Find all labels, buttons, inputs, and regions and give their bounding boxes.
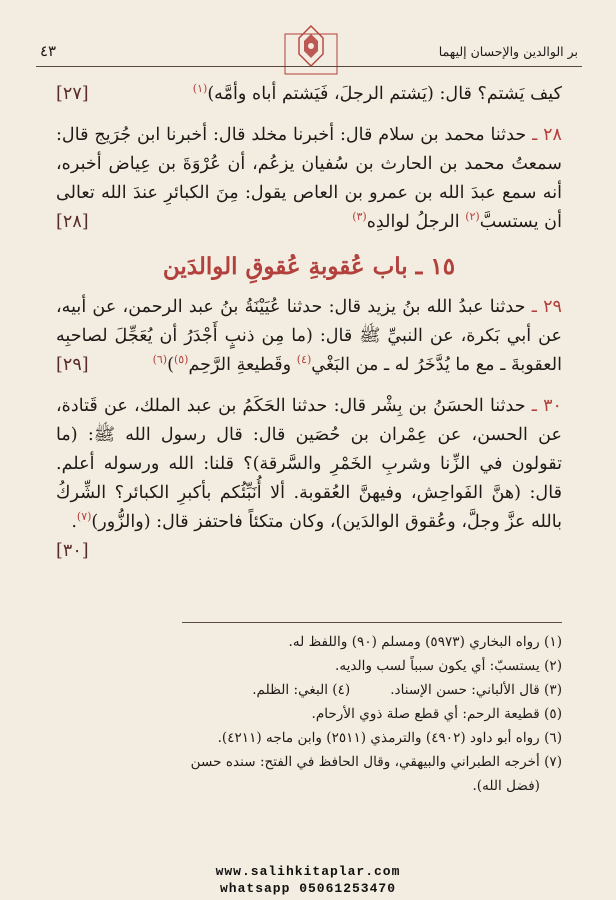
hadith-28 bbox=[56, 121, 562, 237]
footnote-marker: (٤) bbox=[296, 353, 312, 367]
footnote-1: (١) رواه البخاري (٥٩٧٣) ومسلم (٩٠) واللفظ له. bbox=[288, 634, 562, 650]
footnote-7-continued: (فضل الله). bbox=[472, 778, 540, 794]
header-rule bbox=[36, 66, 582, 67]
footnote-marker: (٣) bbox=[352, 210, 367, 224]
footnote-7: (٧) أخرجه الطبراني والبيهقي، وقال الحافظ في الفتح: سنده حسن bbox=[190, 754, 562, 770]
hadith-ref: [٢٩] bbox=[56, 355, 89, 375]
page-number: ٤٣ bbox=[40, 42, 57, 60]
chapter-heading: ١٥ ـ باب عُقوبةِ عُقوقِ الوالدَين bbox=[162, 253, 456, 280]
hadith-text-end: وقَطيعةِ الرَّحِم bbox=[188, 355, 292, 375]
main-text bbox=[56, 80, 562, 566]
hadith-number: ٢٨ ـ bbox=[532, 125, 563, 145]
footnote-marker: (٢) bbox=[465, 210, 480, 224]
footnote-rule bbox=[182, 622, 562, 623]
footnote-marker: (٥) bbox=[173, 353, 189, 367]
footnote-marker: (٦) bbox=[152, 353, 168, 367]
footnote-4: (٤) البغي: الظلم. bbox=[252, 682, 351, 698]
footnote-marker: (١) bbox=[192, 82, 208, 96]
hadith-ref: [٢٧] bbox=[56, 84, 89, 104]
watermark-whatsapp: whatsapp 05061253470 bbox=[219, 881, 397, 896]
watermark-site: www.salihkitaplar.com bbox=[215, 864, 401, 879]
hadith-number: ٢٩ ـ bbox=[531, 297, 563, 317]
ornament-icon bbox=[283, 24, 339, 76]
hadith-text-end: الرجلُ لوالدِه bbox=[366, 212, 460, 232]
page-header bbox=[0, 0, 616, 70]
hadith-text: حدثنا عبدُ الله بنُ يزيد قال: حدثنا عُيَيْنَةُ بنُ عبد الرحمن، عن أبيه، عن أبي بَكرة، عن النبيِّ ﷺ قال: (ما مِن ذنبٍ أَجْدَرُ أن يُعَجِّلَ لصاحبِه العقوبةَ ـ مع ما يُدَّخَرُ له ـ من البَغْي bbox=[56, 297, 562, 375]
footnote-5: (٥) قطيعة الرحم: أي قطع صلة ذوي الأرحام. bbox=[311, 706, 562, 722]
hadith-ref: [٣٠] bbox=[56, 541, 89, 561]
hadith-text: حدثنا الحسَنُ بن بِشْر قال: حدثنا الحَكَمُ بن عبد الملك، عن قَتادة، عن الحسن، عن عِمْران بن حُصَين قال: قال رسول الله ﷺ: (ما تقولون في الزِّنا وشربِ الخَمْرِ والسَّرقة)؟ قلنا: الله ورسوله أعلم. قال: (هنَّ الفَواحِش، وفيهنَّ العُقوبة. ألا أُنَبِّئُكم بأكبرِ الكبائر؟ الشِّركُ بالله عزَّ وجلَّ، وعُقوق الوالدَين)، وكان متكئاً فاحتفز قال: (والزُّور) bbox=[56, 396, 562, 532]
footnote-row bbox=[56, 678, 562, 702]
hadith-27-tail bbox=[56, 80, 562, 109]
hadith-30 bbox=[56, 392, 563, 561]
footnote-6: (٦) رواه أبو داود (٤٩٠٢) والترمذي (٢٥١١) وابن ماجه (٤٢١١). bbox=[217, 730, 562, 746]
hadith-close: ) bbox=[167, 355, 174, 375]
hadith-27-text: كيف يَشتم؟ قال: (يَشتم الرجلَ، فَيَشتم أباه وأمَّه) bbox=[207, 84, 562, 104]
hadith-number: ٣٠ ـ bbox=[531, 396, 563, 416]
footnotes bbox=[56, 630, 562, 798]
hadith-ref: [٢٨] bbox=[56, 212, 89, 232]
hadith-text-end: . bbox=[71, 512, 77, 532]
footnote-3: (٣) قال الألباني: حسن الإسناد. bbox=[390, 682, 562, 698]
hadith-text: حدثنا محمد بن سلام قال: أخبرنا مخلد قال: أخبرنا ابن جُرَيج قال: سمعتُ محمد بن الحارث بن سُفيان يزعُم، أن عُرْوَةَ بن عِياض أخبره، أنه سمع عبدَ الله بن عمرو بن العاص يقول: مِنَ الكبائرِ عندَ الله تعالى أن يستسبَّ bbox=[56, 125, 562, 232]
footnote-marker: (٧) bbox=[76, 510, 92, 524]
hadith-29 bbox=[56, 293, 562, 380]
footnote-2: (٢) يستسبّ: أي يكون سبباً لسب والديه. bbox=[335, 658, 562, 674]
running-title: بر الوالدين والإحسان إليهما bbox=[438, 44, 578, 59]
